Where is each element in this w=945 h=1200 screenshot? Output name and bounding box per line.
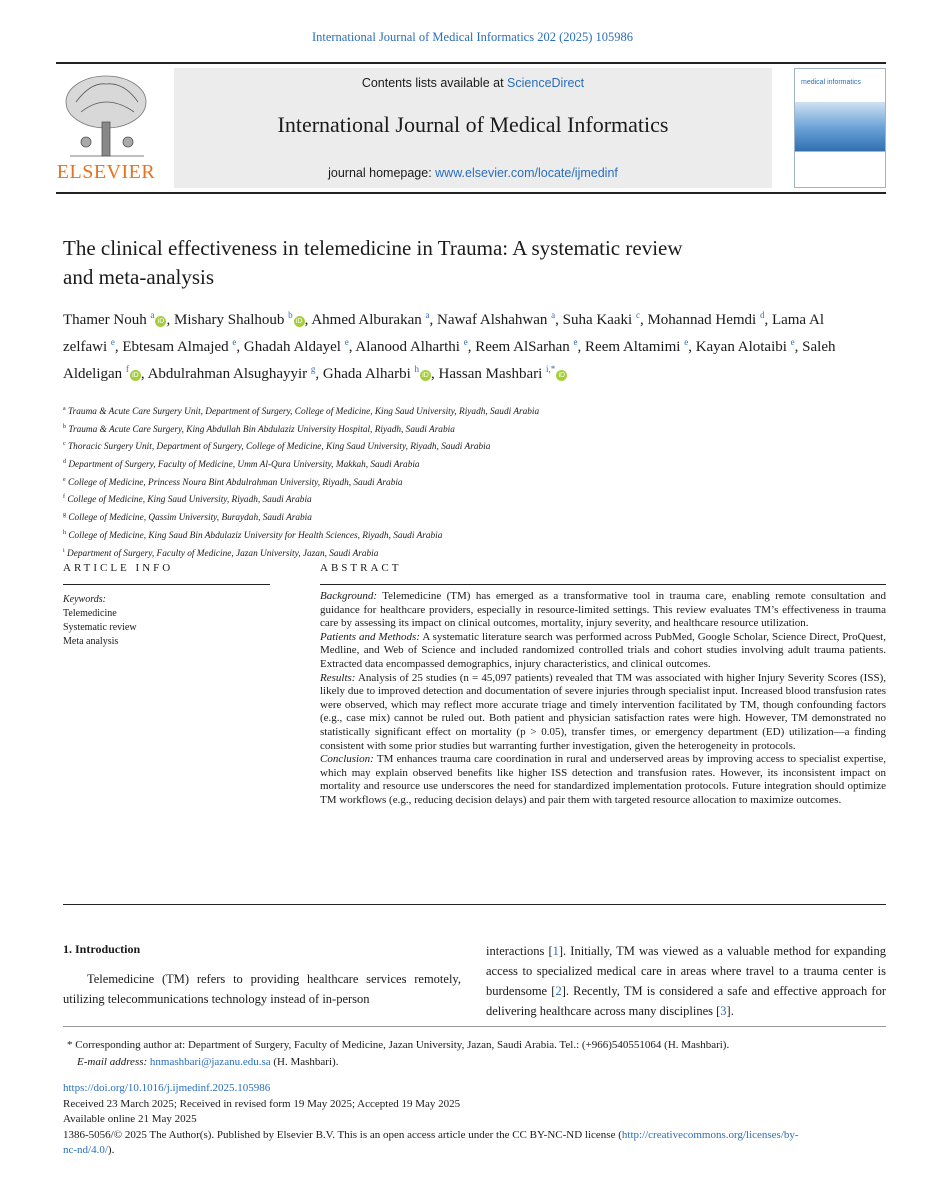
license-prefix: 1386-5056/© 2025 The Author(s). Published by Elsevier B.V. This is an open access article under the CC BY-NC-ND license ( (63, 1128, 622, 1141)
introduction-heading: 1. Introduction (63, 942, 141, 956)
abstract-section-heading: Conclusion: (320, 753, 374, 766)
email-label: E-mail address: (77, 1056, 148, 1068)
elsevier-logo[interactable] (56, 72, 156, 184)
author-entry (122, 339, 236, 355)
author-affiliation-mark[interactable]: e (790, 337, 795, 347)
author-affiliation-mark[interactable]: f (125, 364, 129, 374)
homepage-link[interactable]: www.elsevier.com/locate/ijmedinf (435, 166, 618, 180)
author-affiliation-mark[interactable]: e (684, 337, 689, 347)
author-name[interactable]: Ghada Alharbi (322, 366, 411, 382)
affiliation-item (63, 402, 863, 420)
affiliation-text: Trauma & Acute Care Surgery Unit, Department of Surgery, College of Medicine, King Saud University, Riyadh, Saudi Arabia (68, 407, 540, 418)
author-name[interactable]: Hassan Mashbari (438, 366, 543, 382)
sciencedirect-link[interactable]: ScienceDirect (507, 76, 585, 90)
author-affiliation-mark[interactable]: a (551, 310, 556, 320)
abstract-section (320, 590, 886, 631)
corresponding-author-footnote (63, 1037, 886, 1071)
affiliation-mark: c (63, 441, 66, 448)
author-affiliation-mark[interactable]: a (150, 310, 155, 320)
journal-reference-link[interactable]: International Journal of Medical Informatics 202 (2025) 105986 (311, 30, 634, 44)
abstract-section-text: A systematic literature search was performed across PubMed, Google Scholar, Science Direct, ProQuest, Medline, and Web of Science and included randomized controlled trials and cohort studies involving adult trauma patients. Extracted data encompassed demographics, injury characteristics, and clinical outcomes. (320, 630, 886, 670)
author-affiliation-mark[interactable]: e (573, 337, 578, 347)
abstract-section-text: TM enhances trauma care coordination in rural and underserved areas by improving access to specialist expertise, which may explain observed benefits like higher ISS detection and transfusion rates. However, its inconsistent impact on mortality and resource use underscores the need for standardized implementation protocols. Future integration should optimize TM workflows (e.g., reducing decision delays) and pair them with targeted resource allocation to maximize outcomes. (320, 753, 886, 806)
journal-info-panel (174, 68, 772, 188)
author-entry (437, 312, 555, 328)
author-entry (311, 312, 429, 328)
author-entry (439, 366, 568, 382)
affiliation-text: College of Medicine, King Saud University, Riyadh, Saudi Arabia (67, 495, 312, 506)
affiliation-mark: i (63, 547, 65, 554)
author-entry (323, 366, 431, 382)
author-entry (63, 312, 166, 328)
author-affiliation-mark[interactable]: e (232, 337, 237, 347)
author-affiliation-mark[interactable]: e (344, 337, 349, 347)
license-line-2 (63, 1143, 886, 1159)
affiliation-mark: f (63, 494, 65, 501)
author-name[interactable]: Ahmed Alburakan (311, 312, 422, 328)
doi-link[interactable]: https://doi.org/10.1016/j.ijmedinf.2025.105986 (63, 1082, 271, 1094)
homepage-prefix: journal homepage: (328, 166, 432, 180)
intro-text: ]. Recently, TM is considered a safe and effective approach for delivering healthcare across many disciplines [ (486, 984, 887, 1018)
abstract-bottom-divider (63, 904, 886, 905)
affiliation-mark: d (63, 459, 66, 466)
author-entry (585, 339, 688, 355)
contents-line (174, 76, 772, 90)
publication-info (63, 1081, 886, 1159)
intro-left-column (63, 969, 461, 1009)
license-link-continued[interactable]: nc-nd/4.0/ (63, 1144, 108, 1157)
affiliation-mark: h (63, 529, 66, 536)
author-entry (475, 339, 577, 355)
author-name[interactable]: Suha Kaaki (562, 312, 633, 328)
affiliation-item (63, 508, 863, 526)
author-entry (696, 339, 795, 355)
homepage-line (174, 166, 772, 180)
abstract-heading: ABSTRACT (320, 562, 402, 574)
citation-link[interactable]: 3 (720, 1004, 727, 1018)
elsevier-wordmark: ELSEVIER (56, 161, 156, 183)
intro-right-column (486, 941, 886, 1021)
abstract-body (320, 590, 886, 808)
author-name[interactable]: Lama Al zelfawi (63, 312, 825, 355)
author-name[interactable]: Thamer Nouh (63, 312, 147, 328)
author-entry (647, 312, 764, 328)
keywords-block (63, 593, 137, 649)
author-name[interactable]: Mishary Shalhoub (173, 312, 285, 328)
orcid-icon[interactable]: iD (294, 316, 305, 327)
contents-prefix: Contents lists available at (361, 76, 504, 90)
affiliation-item (63, 455, 863, 473)
elsevier-tree-icon (56, 72, 156, 158)
journal-cover-image[interactable] (794, 68, 886, 188)
received-dates: Received 23 March 2025; Received in revised form 19 May 2025; Accepted 19 May 2025 (63, 1097, 461, 1110)
author-name[interactable]: Nawaf Alshahwan (436, 312, 548, 328)
author-entry (563, 312, 640, 328)
affiliation-mark: b (63, 423, 66, 430)
license-link[interactable]: http://creativecommons.org/licenses/by- (621, 1128, 799, 1141)
available-online: Available online 21 May 2025 (63, 1113, 197, 1126)
intro-text: ]. Initially, TM was viewed as a valuable method for expanding access to specialized medical care in areas where travel to a trauma center is burdensome [ (486, 944, 886, 998)
article-title-line-1: The clinical effectiveness in telemedicine in Trauma: A systematic review (63, 236, 683, 260)
journal-header (56, 62, 886, 194)
author-affiliation-mark[interactable]: g (310, 364, 316, 374)
affiliation-list (63, 402, 863, 561)
orcid-icon[interactable]: iD (155, 316, 166, 327)
affiliation-item (63, 473, 863, 491)
author-affiliation-mark[interactable]: b (288, 310, 293, 320)
author-affiliation-mark[interactable]: d (759, 310, 765, 320)
affiliation-item (63, 544, 863, 562)
affiliation-text: College of Medicine, King Saud Bin Abdulaziz University for Health Sciences, Riyadh, Saudi Arabia (68, 530, 443, 541)
keyword-item: Meta analysis (63, 636, 119, 647)
author-entry (174, 312, 305, 328)
orcid-icon[interactable]: iD (556, 370, 567, 381)
author-affiliation-mark[interactable]: i,* (546, 364, 556, 374)
abstract-section (320, 672, 886, 754)
author-entry (355, 339, 467, 355)
affiliation-text: Department of Surgery, Faculty of Medicine, Jazan University, Jazan, Saudi Arabia (67, 548, 379, 559)
author-affiliation-mark[interactable]: h (414, 364, 420, 374)
journal-title: International Journal of Medical Informatics (277, 112, 669, 137)
author-name[interactable]: Mohannad Hemdi (647, 312, 757, 328)
keywords-label: Keywords: (63, 594, 106, 605)
affiliation-text: Department of Surgery, Faculty of Medicine, Umm Al-Qura University, Makkah, Saudi Arabia (68, 460, 420, 471)
author-list: Thamer Nouh $^a$iD , Mishary Shalhoub $^b$iD , Ahmed Alburakan $^a$, Nawaf Alshahwan $^a$, Suha Kaaki $^c$, Mohannad Hemdi $^d$, Lama Al zelfawi $^e$, Ebtesam Almajed $^e$, Ghadah Aldayel $^e$, Alanood Alharthi $^e$, Reem AlSarhan $^e$, Reem Altamimi $^e$, Kayan Alotaibi $^e$, Saleh Aldeligan $^f$iD , Abdulrahman Alsughayyir $^g$, Ghada Alharbi $^h$iD , Hassan Mashbari $^{i,*}$iD (63, 310, 836, 382)
author-affiliation-mark[interactable]: a (425, 310, 430, 320)
abstract-section-heading: Patients and Methods: (320, 630, 420, 643)
intro-left-text: Telemedicine (TM) refers to providing healthcare services remotely, utilizing telecommunications technology instead of in-person (63, 972, 461, 1006)
email-suffix: (H. Mashbari). (270, 1056, 339, 1068)
author-name[interactable]: Kayan Alotaibi (695, 339, 787, 355)
author-affiliation-mark[interactable]: e (110, 337, 115, 347)
author-name[interactable]: Abdulrahman Alsughayyir (147, 366, 308, 382)
abstract-section (320, 753, 886, 807)
email-link[interactable]: hnmashbari@jazanu.edu.sa (149, 1056, 271, 1068)
footnote-star-line: * Corresponding author at: Department of Surgery, Faculty of Medicine, Jazan University, Jazan, Saudi Arabia. Tel.: (+966)540551064 (H. Mashbari). (67, 1039, 730, 1051)
article-title-line-2: and meta-analysis (63, 265, 215, 289)
cover-title: medical informatics (801, 79, 861, 86)
license-line (63, 1128, 886, 1144)
affiliation-text: Trauma & Acute Care Surgery, King Abdullah Bin Abdulaziz University Hospital, Riyadh, Saudi Arabia (68, 424, 455, 435)
orcid-icon[interactable]: iD (420, 370, 431, 381)
article-info-divider (63, 584, 270, 585)
affiliation-item (63, 490, 863, 508)
license-suffix: ). (107, 1144, 115, 1157)
article-info-heading: ARTICLE INFO (63, 562, 174, 574)
author-affiliation-mark[interactable]: c (635, 310, 640, 320)
author-affiliation-mark[interactable]: e (463, 337, 468, 347)
affiliation-item (63, 526, 863, 544)
affiliation-mark: g (63, 512, 66, 519)
orcid-icon[interactable]: iD (130, 370, 141, 381)
affiliation-mark: a (63, 406, 66, 412)
author-name[interactable]: Reem AlSarhan (475, 339, 570, 355)
abstract-section-heading: Background: (320, 590, 378, 602)
citation-link[interactable]: 2 (555, 984, 562, 998)
footnote-divider (63, 1026, 886, 1027)
abstract-section-text: Telemedicine (TM) has emerged as a transformative tool in trauma care, enabling remote consultation and guidance for healthcare providers, especially in resource-limited settings. This review evaluates TM’s effectiveness in trauma care by assessing its impact on clinical outcomes, mortality, injury severity, and healthcare resource utilization. (320, 590, 886, 630)
intro-text: ]. (726, 1004, 734, 1018)
abstract-section (320, 631, 886, 672)
abstract-divider (320, 584, 886, 585)
abstract-section-heading: Results: (320, 671, 356, 684)
author-name[interactable]: Reem Altamimi (585, 339, 681, 355)
author-entry (148, 366, 316, 382)
author-name[interactable]: Ghadah Aldayel (243, 339, 341, 355)
intro-text: interactions [ (486, 944, 553, 958)
citation-link[interactable]: 1 (552, 944, 559, 958)
author-name[interactable]: Ebtesam Almajed (122, 339, 229, 355)
abstract-section-text: Analysis of 25 studies (n = 45,097 patients) revealed that TM was associated with higher Injury Severity Scores (ISS), likely due to improved detection and documentation of severe injuries through specialist input. Increased blood transfusion rates were observed, which may reflect more accurate triage and timely intervention facilitated by TM, though confounding factors (e.g., case mix) cannot be ruled out. Both patient and physician satisfaction rates were high. However, TM demonstrated no statistically significant effect on mortality (p > 0.05), transfer times, or emergency department (ED) utilization—a finding consistent with some prior studies but warranting further investigation, given the heterogeneity in protocols. (320, 671, 886, 752)
author-name[interactable]: Saleh Aldeligan (63, 339, 836, 382)
affiliation-mark: e (63, 476, 66, 483)
author-entry (244, 339, 349, 355)
author-name[interactable]: Alanood Alharthi (355, 339, 460, 355)
affiliation-text: Thoracic Surgery Unit, Department of Surgery, College of Medicine, King Saud University, Riyadh, Saudi Arabia (68, 442, 491, 453)
affiliation-item (63, 437, 863, 455)
affiliation-item (63, 420, 863, 438)
affiliation-text: College of Medicine, Princess Noura Bint Abdulrahman University, Riyadh, Saudi Arabia (68, 477, 403, 488)
affiliation-text: College of Medicine, Qassim University, Buraydah, Saudi Arabia (68, 513, 312, 524)
keyword-item: Telemedicine (63, 608, 117, 619)
keyword-item: Systematic review (63, 622, 137, 633)
footnote-email-line (63, 1054, 886, 1071)
article-title (63, 234, 843, 292)
